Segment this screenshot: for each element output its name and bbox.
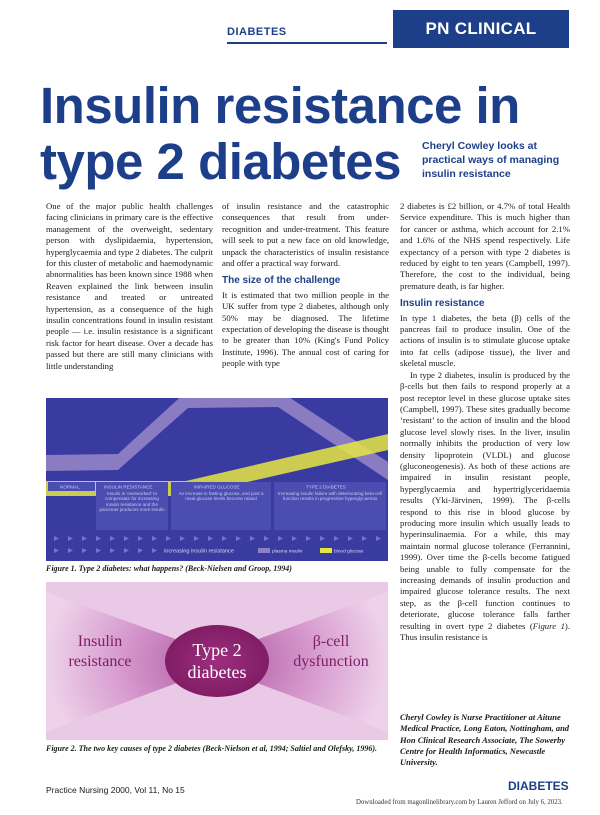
section-rule (227, 42, 387, 44)
figure-2-caption: Figure 2. The two key causes of type 2 diabetes (Beck-Nielson et al, 1994; Saltiel and Olefsky, 1996). (46, 744, 377, 753)
paragraph: In type 1 diabetes, the beta (β) cells of the pancreas fail to produce insulin. One of the actions of insulin is to stimulate glucose uptake into fat cells (adipose tissue), the liver and skeletal muscle. (400, 312, 570, 369)
paragraph: of insulin resistance and the catastrophic consequences that result from under-recognition and under-treatment. This feature will seek to put a new face on old knowledge, unpack the characteristics of insulin resistance and offer a practical way forward. (222, 201, 389, 269)
center-ellipse (165, 625, 269, 697)
center-label-line2: diabetes (187, 662, 247, 682)
right-label-line1: β-cell (312, 633, 350, 650)
author-bio: Cheryl Cowley is Nurse Practitioner at Aitune Medical Practice, Long Eaton, Nottingham, and Hon Clinical Research Associate, The Sowerby Centre for Health Informatics, Newcastle University. (400, 712, 570, 768)
footer-section-tag: DIABETES (508, 779, 569, 793)
title-line-1: Insulin resistance in (40, 77, 520, 134)
legend-label: plasma insulin (272, 549, 303, 555)
figure-1 (46, 398, 388, 561)
figure-2 (46, 582, 388, 740)
left-label-line1: Insulin (77, 633, 123, 650)
body-column-3 (400, 201, 570, 643)
stage-label: IMPAIRED GLUCOSE (194, 484, 240, 490)
stage-text: Increasing insulin failure with deteriorating beta cell function results in progressive hyperglycaemia (278, 491, 382, 502)
standfirst: Cheryl Cowley looks at practical ways of managing insulin resistance (422, 140, 560, 180)
figure-1-caption: Figure 1. Type 2 diabetes: what happens? (Beck-Nielsen and Groop, 1994) (46, 564, 292, 573)
legend-label: blood glucose (334, 549, 364, 555)
stage-text-wrap (174, 491, 268, 529)
paragraph-text: In type 2 diabetes, insulin is produced by the β-cells but then fails to respond properly at a post receptor level in these glucose uptake sites (Campbell, 1997). These sites gradually become ‘resistant’ to the action of insulin and the blood glucose level slowly rises. In the liver, insulin normally inhibits the production of very low density lipoprotein (VLDL) and glucose (gluconeogenesis). As both of these actions are impaired in insulin resistant people, hyperglycaemia and hypertriglyceridaemia results (Yki-Järvinen, 1999). The β-cells respond to this rise in blood glucose by producing more insulin which usually leads to hyperinsulinaemia. For a while, this may maintain normal glucose tolerance (Ferrannini, 1999). Over time the β-cells become fatigued being unable to fully compensate for the increasing demands of insulin production and impaired glucose tolerance results. The next step, as the β-cell function continues to deteriorate, glucose tolerance falls farther resulting in overt type 2 diabetes ( (400, 369, 570, 631)
stage-text-wrap (277, 491, 383, 529)
paragraph-text-end: ). Thus insulin resistance is (400, 620, 570, 643)
body-column-1 (46, 201, 213, 372)
stage-text: An increase in fasting glucose, and post a meal glucose levels become raised (178, 491, 264, 502)
stage-label: TYPE 2 DIABETES (306, 484, 346, 490)
figure-2-graphic (46, 582, 388, 740)
paragraph: It is estimated that two million people in the UK suffer from type 2 diabetes, although only 50% may be diagnosed. The lifetime expectation of developing the disease is thought to be greater than 10% (King's Fund Policy Institute, 1996). The annual cost of caring for people with type (222, 289, 389, 369)
download-notice: Downloaded from magonlinelibrary.com by Lauren Jefford on July 6, 2023. (356, 799, 563, 806)
paragraph: 2 diabetes is £2 billion, or 4.7% of total Health Service expenditure. This is much higher than for cancer or asthma, which account for 2.1% and 1.6% of the NHS spend respectively. Life expectancy of a person with type 2 diabetes is reduced by eight to ten years (Campbell, 1997). Therefore, the cost to the individual, being premature death, is far higher. (400, 201, 570, 291)
section-label: DIABETES (227, 26, 287, 38)
stage-text: Insulin is ‘overworked’ to compensate for increasing insulin resistance and the pancreas produces more insulin (99, 491, 165, 513)
x-axis-label: increasing insulin resistance (164, 548, 234, 555)
stage-text-wrap (98, 491, 166, 529)
subheading: The size of the challenge (222, 275, 341, 287)
right-label-line2: dysfunction (293, 653, 369, 670)
journal-citation: Practice Nursing 2000, Vol 11, No 15 (46, 785, 185, 795)
figure-1-graphic (46, 398, 388, 561)
subheading: Insulin resistance (400, 298, 485, 310)
figure-reference: Figure 1 (532, 620, 565, 631)
paragraph (400, 370, 570, 644)
legend-swatch-glucose (320, 548, 332, 553)
stage-label: INSULIN RESISTANCE (104, 484, 153, 490)
left-label-line2: resistance (68, 653, 132, 670)
body-column-2 (222, 201, 389, 370)
center-label-line1: Type 2 (192, 640, 242, 660)
title-line-2: type 2 diabetes (40, 133, 401, 190)
stage-label: NORMAL (60, 484, 80, 490)
paragraph: One of the major public health challenges facing clinicians in primary care is the effective management of the overweight, sedentary person with dyslipidaemia, hypertension, hyperglycaemia and type 2 diabetes. The culprit for this cluster of metabolic and haemodynamic abnormalities has been known since 1988 when Reaven explained the link between insulin resistance and treated or untreated hypertension, as a consequence of the high insulin concentrations found in insulin resistant people — i.e. insulin resistance is a significant risk factor for heart disease. Over a decade has passed but there are still many clinicians with little understanding (46, 201, 213, 371)
legend-swatch-insulin (258, 548, 270, 553)
pn-clinical-badge: PN CLINICAL (393, 10, 569, 48)
